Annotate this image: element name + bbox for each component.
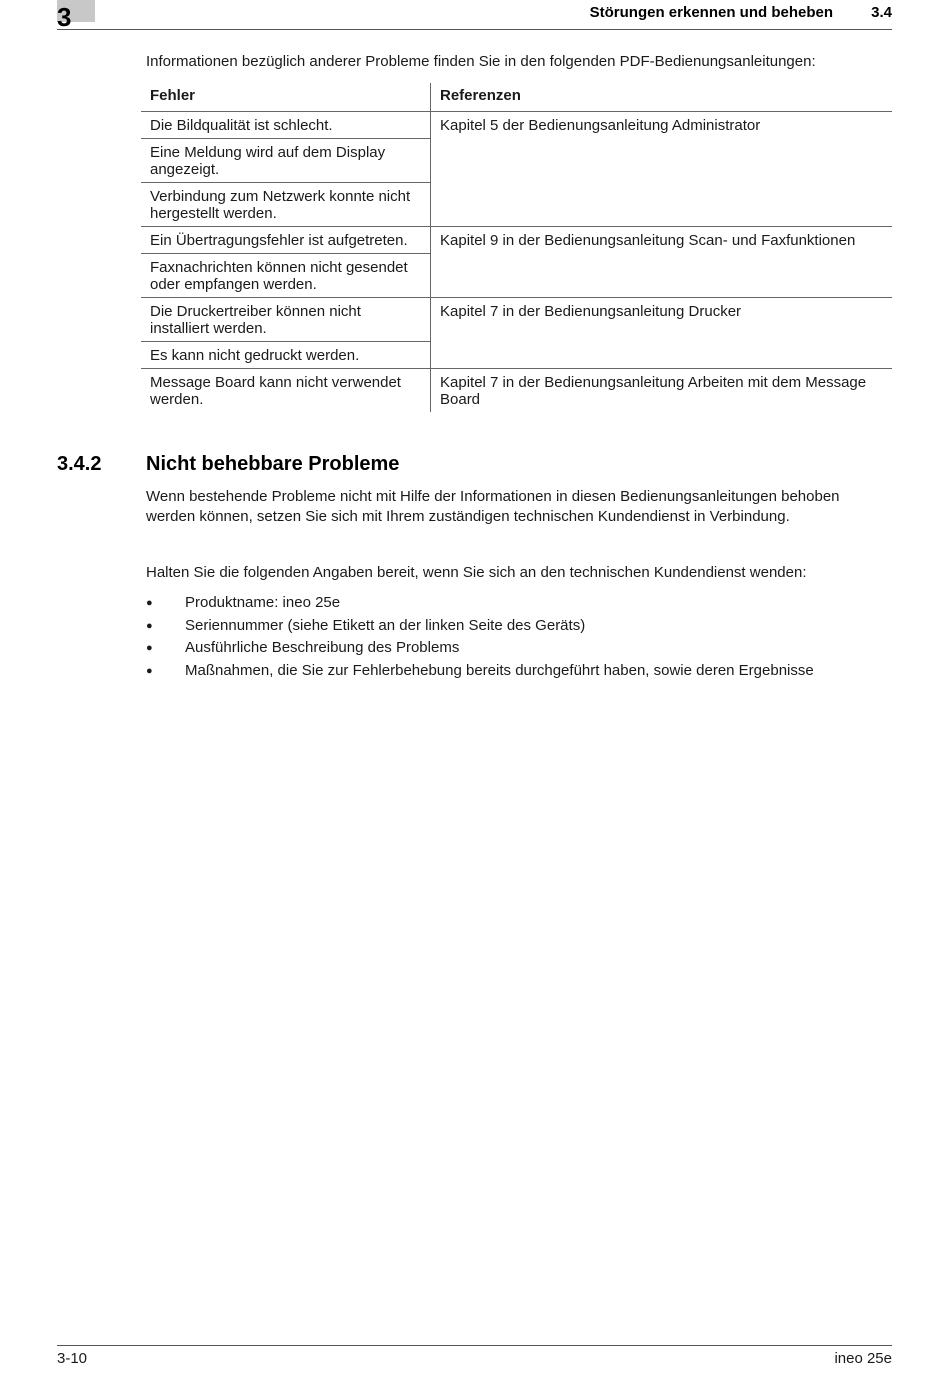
running-header-title: Störungen erkennen und beheben: [589, 4, 833, 21]
table-row: [141, 112, 892, 139]
product-name: ineo 25e: [834, 1350, 892, 1367]
bullet-icon: ●: [146, 619, 153, 632]
list-item: [146, 615, 814, 638]
list-item: [146, 637, 814, 660]
fehler-cell: Ein Übertragungsfehler ist aufgetreten.: [141, 227, 431, 254]
table-row: [141, 369, 892, 413]
fehler-cell: Faxnachrichten können nicht gesendet oder empfangen werden.: [141, 254, 431, 298]
bullet-list: [146, 592, 814, 682]
list-item-text: Seriennummer (siehe Etikett an der linken Seite des Geräts): [185, 616, 586, 634]
fehler-cell: Verbindung zum Netzwerk konnte nicht hergestellt werden.: [141, 183, 431, 227]
list-item: [146, 592, 814, 615]
list-item: [146, 660, 814, 683]
list-item-text: Maßnahmen, die Sie zur Fehlerbehebung bereits durchgeführt haben, sowie deren Ergebnisse: [185, 661, 814, 679]
bullet-icon: ●: [146, 597, 153, 609]
fehler-cell: Die Bildqualität ist schlecht.: [141, 112, 431, 139]
section-number: 3.4.2: [57, 453, 102, 475]
list-item-text: Produktname: ineo 25e: [185, 594, 341, 611]
fehler-cell: Es kann nicht gedruckt werden.: [141, 342, 431, 369]
header-divider: [57, 29, 892, 30]
bullet-icon: ●: [146, 642, 153, 654]
section-paragraph-2: Halten Sie die folgenden Angaben bereit, wenn Sie sich an den technischen Kundendienst wenden:: [146, 564, 807, 581]
list-item-text: Ausführliche Beschreibung des Problems: [185, 639, 460, 656]
intro-text: Informationen bezüglich anderer Probleme finden Sie in den folgenden PDF-Bedienungsanleitungen:: [146, 53, 816, 70]
section-heading: [57, 453, 399, 476]
column-header-referenzen: Referenzen: [431, 83, 893, 112]
fehler-cell: Message Board kann nicht verwendet werden.: [141, 369, 431, 413]
page-number: 3-10: [57, 1350, 88, 1367]
table-row: [141, 298, 892, 342]
section-paragraph-1: Wenn bestehende Probleme nicht mit Hilfe der Informationen in diesen Bedienungsanleitungen behoben werden können, setzen Sie sich mit Ihrem zuständigen technischen Kundendienst in Verbindung.: [146, 488, 840, 525]
section-title: Nicht behebbare Probleme: [146, 453, 400, 475]
referenz-cell: Kapitel 7 in der Bedienungsanleitung Arbeiten mit dem Message Board: [440, 374, 867, 408]
running-header-section: 3.4: [871, 4, 892, 21]
table-header-row: [141, 83, 892, 112]
footer-divider: [57, 1345, 892, 1346]
fehler-cell: Die Druckertreiber können nicht installiert werden.: [141, 298, 431, 342]
referenz-cell: Kapitel 5 der Bedienungsanleitung Administrator: [431, 112, 893, 227]
fehler-cell: Eine Meldung wird auf dem Display angezeigt.: [141, 139, 431, 183]
chapter-number: 3: [57, 2, 72, 32]
referenz-cell: Kapitel 7 in der Bedienungsanleitung Drucker: [431, 298, 893, 369]
table-row: [141, 227, 892, 254]
referenz-cell: Kapitel 9 in der Bedienungsanleitung Scan- und Faxfunktionen: [431, 227, 893, 298]
bullet-icon: ●: [146, 664, 153, 677]
reference-table: [141, 83, 892, 412]
column-header-fehler: Fehler: [141, 83, 431, 112]
